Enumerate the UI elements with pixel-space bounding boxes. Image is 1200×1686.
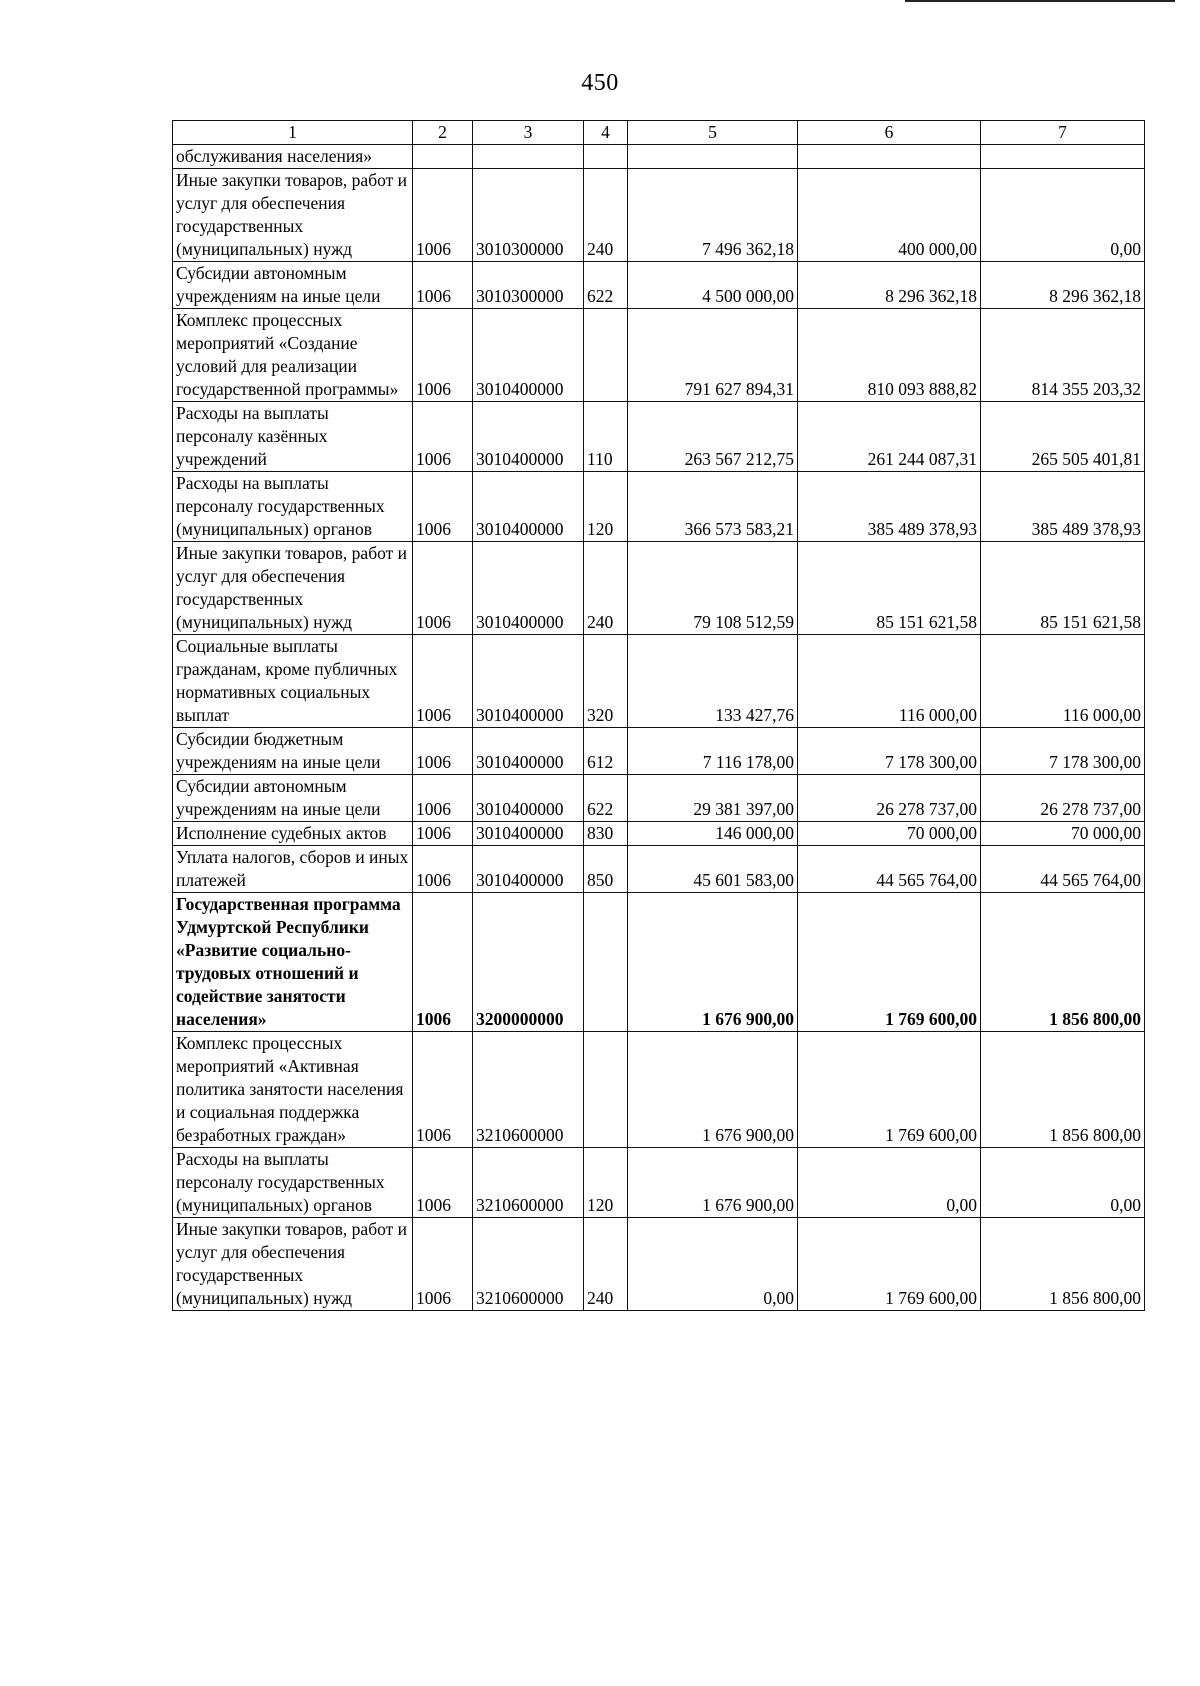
expense-type-cell: 622 (584, 775, 628, 822)
amount-col7-cell: 44 565 764,00 (981, 846, 1145, 893)
amount-col7-cell: 0,00 (981, 1148, 1145, 1218)
amount-col6-cell: 8 296 362,18 (798, 262, 981, 309)
amount-col6-cell: 400 000,00 (798, 169, 981, 262)
column-header: 2 (413, 121, 473, 145)
table-row (173, 728, 1145, 775)
target-article-cell: 3210600000 (473, 1218, 584, 1311)
column-header: 1 (173, 121, 413, 145)
row-name-cell: Расходы на выплаты персоналу государственных (муниципальных) органов (173, 1148, 413, 1218)
amount-col5-cell: 4 500 000,00 (628, 262, 798, 309)
row-name-cell: обслуживания населения» (173, 145, 413, 169)
target-article-cell: 3010400000 (473, 402, 584, 472)
section-code-cell: 1006 (413, 1218, 473, 1311)
table-row (173, 822, 1145, 846)
row-name-cell: Государственная программа Удмуртской Республики «Развитие социально-трудовых отношений и содействие занятости населения» (173, 893, 413, 1032)
row-name-cell: Субсидии бюджетным учреждениям на иные цели (173, 728, 413, 775)
amount-col7-cell: 385 489 378,93 (981, 472, 1145, 542)
row-name-cell: Субсидии автономным учреждениям на иные цели (173, 775, 413, 822)
row-name-cell: Исполнение судебных актов (173, 822, 413, 846)
column-header: 6 (798, 121, 981, 145)
column-header: 3 (473, 121, 584, 145)
amount-col6-cell: 1 769 600,00 (798, 1218, 981, 1311)
expense-type-cell: 240 (584, 542, 628, 635)
expense-type-cell: 320 (584, 635, 628, 728)
amount-col6-cell: 810 093 888,82 (798, 309, 981, 402)
amount-col5-cell: 7 496 362,18 (628, 169, 798, 262)
section-code-cell: 1006 (413, 893, 473, 1032)
amount-col5-cell (628, 145, 798, 169)
amount-col6-cell: 44 565 764,00 (798, 846, 981, 893)
amount-col5-cell: 1 676 900,00 (628, 893, 798, 1032)
section-code-cell: 1006 (413, 846, 473, 893)
expense-type-cell: 120 (584, 1148, 628, 1218)
expense-type-cell: 830 (584, 822, 628, 846)
table-row (173, 1148, 1145, 1218)
expense-type-cell: 850 (584, 846, 628, 893)
target-article-cell: 3010400000 (473, 309, 584, 402)
row-name-cell: Субсидии автономным учреждениям на иные цели (173, 262, 413, 309)
section-code-cell: 1006 (413, 542, 473, 635)
table-row (173, 145, 1145, 169)
expense-type-cell (584, 1032, 628, 1148)
target-article-cell: 3010400000 (473, 635, 584, 728)
target-article-cell: 3010400000 (473, 472, 584, 542)
table-row (173, 402, 1145, 472)
row-name-cell: Социальные выплаты гражданам, кроме публичных нормативных социальных выплат (173, 635, 413, 728)
amount-col7-cell: 26 278 737,00 (981, 775, 1145, 822)
table-row (173, 1032, 1145, 1148)
amount-col7-cell: 70 000,00 (981, 822, 1145, 846)
row-name-cell: Иные закупки товаров, работ и услуг для обеспечения государственных (муниципальных) нужд (173, 169, 413, 262)
target-article-cell: 3010400000 (473, 542, 584, 635)
expense-type-cell: 240 (584, 169, 628, 262)
table-row (173, 1218, 1145, 1311)
amount-col6-cell: 26 278 737,00 (798, 775, 981, 822)
amount-col5-cell: 1 676 900,00 (628, 1148, 798, 1218)
table-row (173, 846, 1145, 893)
table-header (173, 121, 1145, 145)
amount-col5-cell: 263 567 212,75 (628, 402, 798, 472)
table-row (173, 309, 1145, 402)
amount-col7-cell: 1 856 800,00 (981, 1218, 1145, 1311)
table-row (173, 635, 1145, 728)
target-article-cell: 3010300000 (473, 262, 584, 309)
table-body (173, 145, 1145, 1311)
amount-col6-cell: 261 244 087,31 (798, 402, 981, 472)
amount-col7-cell: 1 856 800,00 (981, 893, 1145, 1032)
amount-col7-cell: 814 355 203,32 (981, 309, 1145, 402)
row-name-cell: Расходы на выплаты персоналу государственных (муниципальных) органов (173, 472, 413, 542)
section-code-cell: 1006 (413, 262, 473, 309)
amount-col6-cell: 116 000,00 (798, 635, 981, 728)
amount-col5-cell: 0,00 (628, 1218, 798, 1311)
amount-col5-cell: 1 676 900,00 (628, 1032, 798, 1148)
row-name-cell: Иные закупки товаров, работ и услуг для обеспечения государственных (муниципальных) нужд (173, 542, 413, 635)
section-code-cell: 1006 (413, 169, 473, 262)
row-name-cell: Комплекс процессных мероприятий «Создание условий для реализации государственной программы» (173, 309, 413, 402)
amount-col7-cell: 116 000,00 (981, 635, 1145, 728)
page-number: 450 (581, 70, 619, 96)
target-article-cell: 3210600000 (473, 1148, 584, 1218)
top-rule (905, 0, 1175, 2)
section-code-cell: 1006 (413, 472, 473, 542)
budget-table (172, 120, 1145, 1311)
target-article-cell (473, 145, 584, 169)
expense-type-cell (584, 145, 628, 169)
amount-col5-cell: 45 601 583,00 (628, 846, 798, 893)
section-code-cell: 1006 (413, 775, 473, 822)
amount-col6-cell: 0,00 (798, 1148, 981, 1218)
target-article-cell: 3010400000 (473, 822, 584, 846)
table-row (173, 262, 1145, 309)
amount-col7-cell: 0,00 (981, 169, 1145, 262)
table-row (173, 893, 1145, 1032)
target-article-cell: 3200000000 (473, 893, 584, 1032)
amount-col7-cell: 85 151 621,58 (981, 542, 1145, 635)
target-article-cell: 3010400000 (473, 846, 584, 893)
expense-type-cell: 622 (584, 262, 628, 309)
row-name-cell: Комплекс процессных мероприятий «Активная политика занятости населения и социальная поддержка безработных граждан» (173, 1032, 413, 1148)
amount-col6-cell: 70 000,00 (798, 822, 981, 846)
amount-col5-cell: 133 427,76 (628, 635, 798, 728)
column-header: 7 (981, 121, 1145, 145)
amount-col7-cell (981, 145, 1145, 169)
row-name-cell: Расходы на выплаты персоналу казённых учреждений (173, 402, 413, 472)
section-code-cell: 1006 (413, 728, 473, 775)
table-row (173, 472, 1145, 542)
amount-col6-cell: 1 769 600,00 (798, 1032, 981, 1148)
expense-type-cell (584, 309, 628, 402)
amount-col7-cell: 265 505 401,81 (981, 402, 1145, 472)
amount-col5-cell: 79 108 512,59 (628, 542, 798, 635)
row-name-cell: Уплата налогов, сборов и иных платежей (173, 846, 413, 893)
table-row (173, 542, 1145, 635)
amount-col7-cell: 8 296 362,18 (981, 262, 1145, 309)
row-name-cell: Иные закупки товаров, работ и услуг для обеспечения государственных (муниципальных) нужд (173, 1218, 413, 1311)
expense-type-cell: 110 (584, 402, 628, 472)
amount-col5-cell: 366 573 583,21 (628, 472, 798, 542)
column-header: 4 (584, 121, 628, 145)
target-article-cell: 3010300000 (473, 169, 584, 262)
amount-col5-cell: 29 381 397,00 (628, 775, 798, 822)
table-row (173, 775, 1145, 822)
section-code-cell: 1006 (413, 635, 473, 728)
amount-col6-cell: 7 178 300,00 (798, 728, 981, 775)
target-article-cell: 3010400000 (473, 775, 584, 822)
expense-type-cell: 120 (584, 472, 628, 542)
header-row (173, 121, 1145, 145)
section-code-cell (413, 145, 473, 169)
section-code-cell: 1006 (413, 1032, 473, 1148)
amount-col6-cell: 1 769 600,00 (798, 893, 981, 1032)
amount-col5-cell: 146 000,00 (628, 822, 798, 846)
expense-type-cell: 240 (584, 1218, 628, 1311)
section-code-cell: 1006 (413, 402, 473, 472)
amount-col7-cell: 7 178 300,00 (981, 728, 1145, 775)
amount-col6-cell (798, 145, 981, 169)
target-article-cell: 3010400000 (473, 728, 584, 775)
amount-col5-cell: 7 116 178,00 (628, 728, 798, 775)
column-header: 5 (628, 121, 798, 145)
section-code-cell: 1006 (413, 1148, 473, 1218)
amount-col6-cell: 385 489 378,93 (798, 472, 981, 542)
section-code-cell: 1006 (413, 309, 473, 402)
amount-col7-cell: 1 856 800,00 (981, 1032, 1145, 1148)
target-article-cell: 3210600000 (473, 1032, 584, 1148)
expense-type-cell: 612 (584, 728, 628, 775)
amount-col6-cell: 85 151 621,58 (798, 542, 981, 635)
expense-type-cell (584, 893, 628, 1032)
amount-col5-cell: 791 627 894,31 (628, 309, 798, 402)
section-code-cell: 1006 (413, 822, 473, 846)
table-row (173, 169, 1145, 262)
